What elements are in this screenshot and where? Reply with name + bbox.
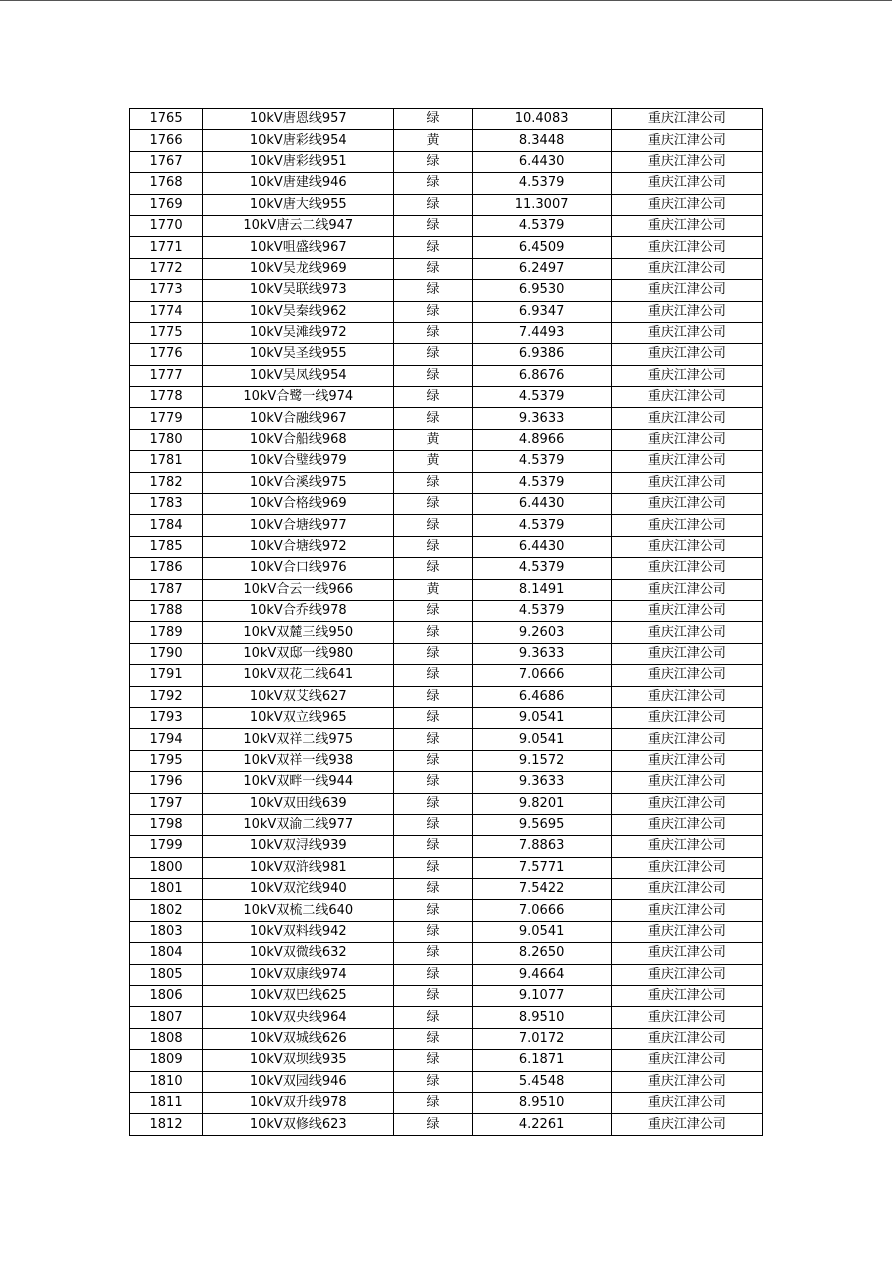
table-row [130, 943, 763, 964]
line-name-cell: 10kV唐彩线951 [203, 151, 394, 172]
table-row [130, 130, 763, 151]
line-name-cell: 10kV合塘线977 [203, 515, 394, 536]
status-color-cell: 绿 [394, 515, 472, 536]
value-cell: 4.5379 [472, 558, 611, 579]
status-color-cell: 绿 [394, 387, 472, 408]
row-number-cell: 1798 [130, 814, 203, 835]
table-row [130, 173, 763, 194]
line-name-cell: 10kV吴凤线954 [203, 365, 394, 386]
table-row [130, 109, 763, 130]
row-number-cell: 1773 [130, 280, 203, 301]
row-number-cell: 1768 [130, 173, 203, 194]
status-color-cell: 绿 [394, 536, 472, 557]
line-name-cell: 10kV双田线639 [203, 793, 394, 814]
line-name-cell: 10kV咀盛线967 [203, 237, 394, 258]
line-name-cell: 10kV合塘线972 [203, 536, 394, 557]
status-color-cell: 绿 [394, 622, 472, 643]
value-cell: 7.8863 [472, 836, 611, 857]
value-cell: 7.5771 [472, 857, 611, 878]
status-color-cell: 绿 [394, 750, 472, 771]
value-cell: 6.4430 [472, 151, 611, 172]
table-row [130, 408, 763, 429]
company-cell: 重庆江津公司 [611, 536, 762, 557]
line-name-cell: 10kV唐彩线954 [203, 130, 394, 151]
table-row [130, 365, 763, 386]
company-cell: 重庆江津公司 [611, 322, 762, 343]
row-number-cell: 1791 [130, 665, 203, 686]
status-color-cell: 绿 [394, 1114, 472, 1135]
value-cell: 6.1871 [472, 1050, 611, 1071]
line-name-cell: 10kV双邸一线980 [203, 643, 394, 664]
row-number-cell: 1811 [130, 1092, 203, 1113]
line-name-cell: 10kV合鹭一线974 [203, 387, 394, 408]
value-cell: 7.5422 [472, 879, 611, 900]
value-cell: 7.4493 [472, 322, 611, 343]
table-row [130, 237, 763, 258]
company-cell: 重庆江津公司 [611, 900, 762, 921]
table-row [130, 921, 763, 942]
company-cell: 重庆江津公司 [611, 408, 762, 429]
row-number-cell: 1812 [130, 1114, 203, 1135]
row-number-cell: 1785 [130, 536, 203, 557]
company-cell: 重庆江津公司 [611, 451, 762, 472]
value-cell: 6.9530 [472, 280, 611, 301]
line-name-cell: 10kV吴龙线969 [203, 258, 394, 279]
row-number-cell: 1804 [130, 943, 203, 964]
row-number-cell: 1786 [130, 558, 203, 579]
row-number-cell: 1778 [130, 387, 203, 408]
company-cell: 重庆江津公司 [611, 836, 762, 857]
status-color-cell: 绿 [394, 472, 472, 493]
table-row [130, 151, 763, 172]
line-name-cell: 10kV双立线965 [203, 707, 394, 728]
row-number-cell: 1810 [130, 1071, 203, 1092]
value-cell: 10.4083 [472, 109, 611, 130]
table-row [130, 194, 763, 215]
row-number-cell: 1794 [130, 729, 203, 750]
row-number-cell: 1775 [130, 322, 203, 343]
status-color-cell: 绿 [394, 365, 472, 386]
status-color-cell: 绿 [394, 814, 472, 835]
row-number-cell: 1792 [130, 686, 203, 707]
status-color-cell: 绿 [394, 322, 472, 343]
table-row [130, 686, 763, 707]
row-number-cell: 1809 [130, 1050, 203, 1071]
feeder-table [129, 108, 763, 1136]
row-number-cell: 1801 [130, 879, 203, 900]
table-row [130, 1092, 763, 1113]
status-color-cell: 黄 [394, 579, 472, 600]
table-row [130, 857, 763, 878]
value-cell: 4.5379 [472, 451, 611, 472]
company-cell: 重庆江津公司 [611, 986, 762, 1007]
value-cell: 6.9386 [472, 344, 611, 365]
company-cell: 重庆江津公司 [611, 258, 762, 279]
value-cell: 9.8201 [472, 793, 611, 814]
value-cell: 9.0541 [472, 707, 611, 728]
value-cell: 9.0541 [472, 921, 611, 942]
value-cell: 9.1572 [472, 750, 611, 771]
company-cell: 重庆江津公司 [611, 301, 762, 322]
line-name-cell: 10kV双料线942 [203, 921, 394, 942]
value-cell: 4.8966 [472, 429, 611, 450]
status-color-cell: 绿 [394, 109, 472, 130]
line-name-cell: 10kV合璧线979 [203, 451, 394, 472]
line-name-cell: 10kV双花二线641 [203, 665, 394, 686]
company-cell: 重庆江津公司 [611, 173, 762, 194]
row-number-cell: 1803 [130, 921, 203, 942]
table-row [130, 1028, 763, 1049]
value-cell: 9.5695 [472, 814, 611, 835]
line-name-cell: 10kV唐云二线947 [203, 215, 394, 236]
row-number-cell: 1807 [130, 1007, 203, 1028]
status-color-cell: 绿 [394, 558, 472, 579]
value-cell: 8.3448 [472, 130, 611, 151]
company-cell: 重庆江津公司 [611, 665, 762, 686]
status-color-cell: 绿 [394, 194, 472, 215]
table-row [130, 1071, 763, 1092]
table-row [130, 301, 763, 322]
company-cell: 重庆江津公司 [611, 686, 762, 707]
table-row [130, 429, 763, 450]
row-number-cell: 1784 [130, 515, 203, 536]
line-name-cell: 10kV双升线978 [203, 1092, 394, 1113]
row-number-cell: 1772 [130, 258, 203, 279]
company-cell: 重庆江津公司 [611, 857, 762, 878]
company-cell: 重庆江津公司 [611, 194, 762, 215]
value-cell: 7.0666 [472, 665, 611, 686]
status-color-cell: 黄 [394, 451, 472, 472]
status-color-cell: 绿 [394, 986, 472, 1007]
status-color-cell: 绿 [394, 1071, 472, 1092]
table-row [130, 1050, 763, 1071]
company-cell: 重庆江津公司 [611, 237, 762, 258]
status-color-cell: 绿 [394, 1092, 472, 1113]
status-color-cell: 绿 [394, 215, 472, 236]
line-name-cell: 10kV双修线623 [203, 1114, 394, 1135]
line-name-cell: 10kV双艾线627 [203, 686, 394, 707]
row-number-cell: 1774 [130, 301, 203, 322]
row-number-cell: 1795 [130, 750, 203, 771]
company-cell: 重庆江津公司 [611, 579, 762, 600]
row-number-cell: 1771 [130, 237, 203, 258]
value-cell: 9.3633 [472, 643, 611, 664]
table-row [130, 729, 763, 750]
status-color-cell: 绿 [394, 643, 472, 664]
line-name-cell: 10kV双畔一线944 [203, 772, 394, 793]
row-number-cell: 1777 [130, 365, 203, 386]
company-cell: 重庆江津公司 [611, 472, 762, 493]
company-cell: 重庆江津公司 [611, 130, 762, 151]
company-cell: 重庆江津公司 [611, 879, 762, 900]
value-cell: 7.0666 [472, 900, 611, 921]
table-row [130, 536, 763, 557]
row-number-cell: 1767 [130, 151, 203, 172]
line-name-cell: 10kV合云一线966 [203, 579, 394, 600]
line-name-cell: 10kV双央线964 [203, 1007, 394, 1028]
status-color-cell: 绿 [394, 301, 472, 322]
line-name-cell: 10kV双坝线935 [203, 1050, 394, 1071]
status-color-cell: 绿 [394, 921, 472, 942]
company-cell: 重庆江津公司 [611, 943, 762, 964]
row-number-cell: 1789 [130, 622, 203, 643]
company-cell: 重庆江津公司 [611, 622, 762, 643]
line-name-cell: 10kV双麓三线950 [203, 622, 394, 643]
company-cell: 重庆江津公司 [611, 814, 762, 835]
table-row [130, 215, 763, 236]
status-color-cell: 黄 [394, 130, 472, 151]
value-cell: 9.3633 [472, 408, 611, 429]
line-name-cell: 10kV合融线967 [203, 408, 394, 429]
company-cell: 重庆江津公司 [611, 1071, 762, 1092]
line-name-cell: 10kV双康线974 [203, 964, 394, 985]
row-number-cell: 1806 [130, 986, 203, 1007]
row-number-cell: 1800 [130, 857, 203, 878]
company-cell: 重庆江津公司 [611, 1028, 762, 1049]
company-cell: 重庆江津公司 [611, 1114, 762, 1135]
line-name-cell: 10kV唐恩线957 [203, 109, 394, 130]
status-color-cell: 绿 [394, 729, 472, 750]
status-color-cell: 绿 [394, 408, 472, 429]
table-row [130, 836, 763, 857]
table-row [130, 1114, 763, 1135]
company-cell: 重庆江津公司 [611, 515, 762, 536]
row-number-cell: 1790 [130, 643, 203, 664]
company-cell: 重庆江津公司 [611, 729, 762, 750]
status-color-cell: 绿 [394, 772, 472, 793]
table-row [130, 515, 763, 536]
table-row [130, 643, 763, 664]
line-name-cell: 10kV双微线632 [203, 943, 394, 964]
company-cell: 重庆江津公司 [611, 365, 762, 386]
company-cell: 重庆江津公司 [611, 387, 762, 408]
row-number-cell: 1769 [130, 194, 203, 215]
company-cell: 重庆江津公司 [611, 494, 762, 515]
row-number-cell: 1765 [130, 109, 203, 130]
table-row [130, 494, 763, 515]
row-number-cell: 1805 [130, 964, 203, 985]
status-color-cell: 绿 [394, 964, 472, 985]
status-color-cell: 绿 [394, 1050, 472, 1071]
line-name-cell: 10kV双巴线625 [203, 986, 394, 1007]
value-cell: 6.8676 [472, 365, 611, 386]
table-row [130, 472, 763, 493]
table-row [130, 964, 763, 985]
line-name-cell: 10kV唐建线946 [203, 173, 394, 194]
row-number-cell: 1766 [130, 130, 203, 151]
row-number-cell: 1799 [130, 836, 203, 857]
company-cell: 重庆江津公司 [611, 1007, 762, 1028]
table-row [130, 665, 763, 686]
company-cell: 重庆江津公司 [611, 109, 762, 130]
table-body [130, 109, 763, 1136]
row-number-cell: 1802 [130, 900, 203, 921]
status-color-cell: 绿 [394, 665, 472, 686]
value-cell: 9.0541 [472, 729, 611, 750]
line-name-cell: 10kV双浒线981 [203, 857, 394, 878]
table-row [130, 258, 763, 279]
row-number-cell: 1793 [130, 707, 203, 728]
company-cell: 重庆江津公司 [611, 750, 762, 771]
value-cell: 9.2603 [472, 622, 611, 643]
status-color-cell: 绿 [394, 280, 472, 301]
table-row [130, 814, 763, 835]
table-row [130, 600, 763, 621]
page-top-border [0, 0, 892, 1]
line-name-cell: 10kV吴滩线972 [203, 322, 394, 343]
status-color-cell: 绿 [394, 857, 472, 878]
row-number-cell: 1781 [130, 451, 203, 472]
status-color-cell: 绿 [394, 151, 472, 172]
value-cell: 6.4430 [472, 536, 611, 557]
value-cell: 6.4686 [472, 686, 611, 707]
value-cell: 5.4548 [472, 1071, 611, 1092]
value-cell: 4.5379 [472, 387, 611, 408]
value-cell: 4.5379 [472, 600, 611, 621]
value-cell: 8.9510 [472, 1092, 611, 1113]
value-cell: 6.4509 [472, 237, 611, 258]
table-row [130, 322, 763, 343]
row-number-cell: 1779 [130, 408, 203, 429]
company-cell: 重庆江津公司 [611, 151, 762, 172]
line-name-cell: 10kV合船线968 [203, 429, 394, 450]
line-name-cell: 10kV合溪线975 [203, 472, 394, 493]
table-row [130, 772, 763, 793]
row-number-cell: 1787 [130, 579, 203, 600]
table-row [130, 879, 763, 900]
table-row [130, 558, 763, 579]
table-row [130, 451, 763, 472]
value-cell: 6.9347 [472, 301, 611, 322]
status-color-cell: 绿 [394, 494, 472, 515]
company-cell: 重庆江津公司 [611, 772, 762, 793]
table-row [130, 793, 763, 814]
company-cell: 重庆江津公司 [611, 1050, 762, 1071]
line-name-cell: 10kV吴圣线955 [203, 344, 394, 365]
value-cell: 6.2497 [472, 258, 611, 279]
company-cell: 重庆江津公司 [611, 280, 762, 301]
value-cell: 9.4664 [472, 964, 611, 985]
company-cell: 重庆江津公司 [611, 344, 762, 365]
line-name-cell: 10kV唐大线955 [203, 194, 394, 215]
row-number-cell: 1788 [130, 600, 203, 621]
table-row [130, 986, 763, 1007]
line-name-cell: 10kV吴联线973 [203, 280, 394, 301]
row-number-cell: 1776 [130, 344, 203, 365]
value-cell: 8.1491 [472, 579, 611, 600]
status-color-cell: 绿 [394, 600, 472, 621]
line-name-cell: 10kV双城线626 [203, 1028, 394, 1049]
status-color-cell: 绿 [394, 879, 472, 900]
table-row [130, 707, 763, 728]
status-color-cell: 绿 [394, 943, 472, 964]
line-name-cell: 10kV双祥二线975 [203, 729, 394, 750]
row-number-cell: 1797 [130, 793, 203, 814]
company-cell: 重庆江津公司 [611, 643, 762, 664]
value-cell: 4.5379 [472, 173, 611, 194]
company-cell: 重庆江津公司 [611, 964, 762, 985]
status-color-cell: 绿 [394, 173, 472, 194]
line-name-cell: 10kV双园线946 [203, 1071, 394, 1092]
table-row [130, 622, 763, 643]
line-name-cell: 10kV双渝二线977 [203, 814, 394, 835]
company-cell: 重庆江津公司 [611, 921, 762, 942]
value-cell: 8.9510 [472, 1007, 611, 1028]
line-name-cell: 10kV合口线976 [203, 558, 394, 579]
status-color-cell: 绿 [394, 900, 472, 921]
table-row [130, 900, 763, 921]
company-cell: 重庆江津公司 [611, 558, 762, 579]
table-row [130, 579, 763, 600]
status-color-cell: 绿 [394, 1028, 472, 1049]
line-name-cell: 10kV双梳二线640 [203, 900, 394, 921]
row-number-cell: 1796 [130, 772, 203, 793]
company-cell: 重庆江津公司 [611, 429, 762, 450]
row-number-cell: 1780 [130, 429, 203, 450]
line-name-cell: 10kV吴秦线962 [203, 301, 394, 322]
status-color-cell: 黄 [394, 429, 472, 450]
table-row [130, 1007, 763, 1028]
company-cell: 重庆江津公司 [611, 707, 762, 728]
line-name-cell: 10kV双祥一线938 [203, 750, 394, 771]
table-row [130, 280, 763, 301]
value-cell: 4.5379 [472, 215, 611, 236]
status-color-cell: 绿 [394, 344, 472, 365]
status-color-cell: 绿 [394, 707, 472, 728]
status-color-cell: 绿 [394, 258, 472, 279]
row-number-cell: 1770 [130, 215, 203, 236]
value-cell: 4.2261 [472, 1114, 611, 1135]
value-cell: 11.3007 [472, 194, 611, 215]
line-name-cell: 10kV合乔线978 [203, 600, 394, 621]
status-color-cell: 绿 [394, 1007, 472, 1028]
value-cell: 6.4430 [472, 494, 611, 515]
row-number-cell: 1782 [130, 472, 203, 493]
line-name-cell: 10kV合格线969 [203, 494, 394, 515]
value-cell: 9.3633 [472, 772, 611, 793]
table-row [130, 387, 763, 408]
status-color-cell: 绿 [394, 836, 472, 857]
value-cell: 8.2650 [472, 943, 611, 964]
value-cell: 4.5379 [472, 472, 611, 493]
value-cell: 7.0172 [472, 1028, 611, 1049]
line-name-cell: 10kV双沱线940 [203, 879, 394, 900]
row-number-cell: 1808 [130, 1028, 203, 1049]
table-row [130, 750, 763, 771]
company-cell: 重庆江津公司 [611, 793, 762, 814]
status-color-cell: 绿 [394, 686, 472, 707]
company-cell: 重庆江津公司 [611, 600, 762, 621]
status-color-cell: 绿 [394, 237, 472, 258]
line-name-cell: 10kV双浔线939 [203, 836, 394, 857]
row-number-cell: 1783 [130, 494, 203, 515]
company-cell: 重庆江津公司 [611, 215, 762, 236]
value-cell: 9.1077 [472, 986, 611, 1007]
company-cell: 重庆江津公司 [611, 1092, 762, 1113]
status-color-cell: 绿 [394, 793, 472, 814]
table-row [130, 344, 763, 365]
value-cell: 4.5379 [472, 515, 611, 536]
